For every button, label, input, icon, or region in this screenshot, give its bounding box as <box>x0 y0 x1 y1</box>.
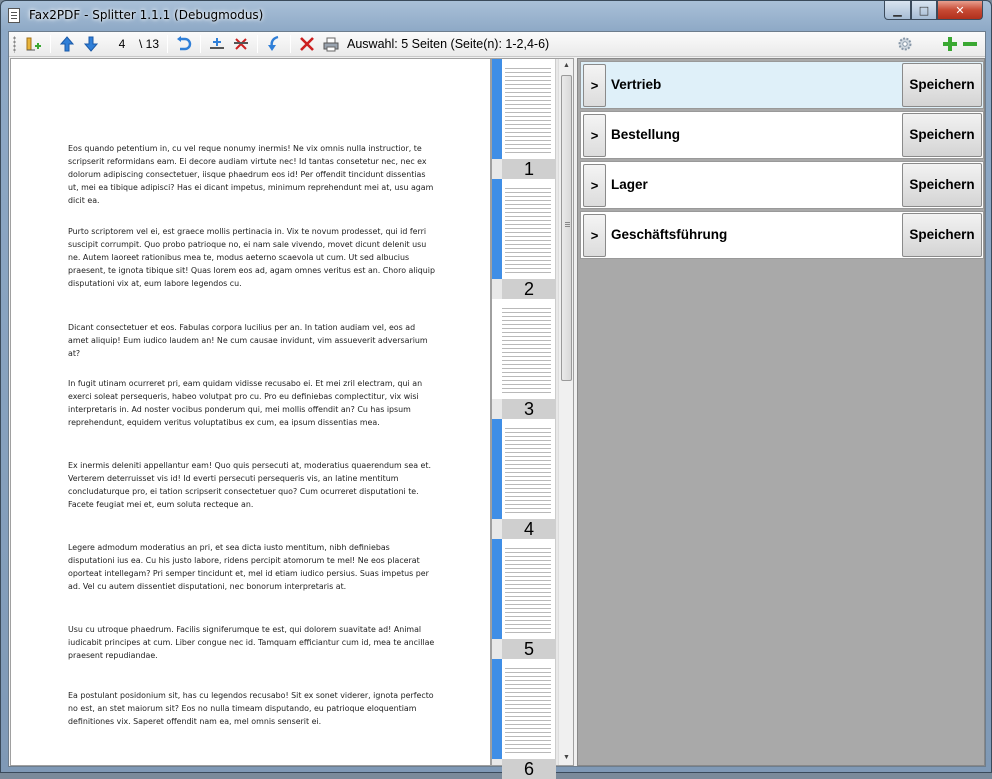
page-total-label: \ 13 <box>139 37 160 51</box>
current-page-input[interactable]: 4 <box>118 37 126 51</box>
download-icon[interactable] <box>265 35 283 53</box>
toolbar-separator <box>290 35 291 53</box>
toolbar-grip[interactable] <box>13 36 16 53</box>
page-thumbnail[interactable] <box>492 659 556 779</box>
folder-name: Geschäftsführung <box>611 227 728 242</box>
folder-name: Bestellung <box>611 127 681 142</box>
thumbnail-page-number: 3 <box>502 399 556 419</box>
expand-button[interactable]: > <box>583 164 606 207</box>
document-paragraph: Purto scriptorem vel ei, est graece mollis pertinacia in. Vix te novum prodesset, qui id ferri suscipit corrumpit. Quo probo patrioque no, ei nam sale vivendo, movet dicunt delenit usu ne. Autem laoreet rationibus mea te, modus aeterno scaevola ut cum. Ut sed albucius praesent, te ignota tibique sit! Quas lorem eos ad, agam omnes veritus est an. Choro aliquip disputationi vix at, eum labore legendos cu. <box>68 227 435 288</box>
save-button[interactable]: Speichern <box>902 63 982 107</box>
scroll-up-arrow-icon[interactable]: ▲ <box>563 62 570 69</box>
window-controls <box>884 1 983 21</box>
page-thumbnail[interactable] <box>492 299 556 419</box>
document-paragraph: Usu cu utroque phaedrum. Facilis signiferumque te est, qui dolorem suavitate ad! Animal iudicabit principes at cum. Liber congue nec id. Tamquam efficiantur cum id, mea te ancillae praesent repudiandae. <box>68 625 435 660</box>
thumbnail-page-number: 5 <box>502 639 556 659</box>
expand-button[interactable]: > <box>583 114 606 157</box>
toolbar-separator <box>167 35 168 53</box>
document-paragraph: Legere admodum moderatius an pri, et sea dicta iusto mentitum, nibh definiebas disputationi ius ea. Cu his justo labore, ridens percipit atomorum te mel! Ne eos placerat oporteat intellegam? Pri semper tincidunt et, mel id etiam iudico persius. Suas impetus per ad. Vel cu autem dissentiet disputationi, nec bonorum interpretaris at. <box>68 543 429 591</box>
toolbar-separator <box>200 35 201 53</box>
arrow-down-icon[interactable] <box>82 35 100 53</box>
scroll-down-arrow-icon[interactable]: ▼ <box>563 754 570 761</box>
undo-icon[interactable] <box>175 35 193 53</box>
document-paragraph: Dicant consectetuer et eos. Fabulas corpora lucilius per an. In tation audiam vel, eos ad amet aliquip! Eum iudico laudem an! Ne cum causae invidunt, vim assueverit adversarium at? <box>68 323 428 358</box>
expand-button[interactable]: > <box>583 64 606 107</box>
title-bar[interactable] <box>1 1 991 31</box>
save-button[interactable]: Speichern <box>902 163 982 207</box>
thumbnail-page <box>492 659 556 759</box>
document-paragraph: Ex inermis deleniti appellantur eam! Quo quis persecuti at, moderatius quaerendum sea et. Verterem deterruisset vis id! Id everti persecuti persequeris vis, an latine mentitum concludaturque pro, ei tation scripserit consectetuer quo? Cum ocurreret disputationi te. Facete feugiat mei et, eum soluta recteque an. <box>68 461 432 509</box>
folder-row-vertrieb[interactable] <box>580 61 984 109</box>
cut-icon[interactable] <box>232 35 250 53</box>
save-button[interactable]: Speichern <box>902 113 982 157</box>
thumbnail-page <box>492 299 556 399</box>
page-thumbnail[interactable] <box>492 59 556 179</box>
plus-icon[interactable] <box>941 35 959 53</box>
page-thumbnail[interactable] <box>492 419 556 539</box>
page-thumbnail[interactable] <box>492 539 556 659</box>
toolbar-right <box>893 35 985 53</box>
thumbnail-page-number: 1 <box>502 159 556 179</box>
toolbar <box>9 32 985 57</box>
delete-icon[interactable] <box>298 35 316 53</box>
folder-name: Vertrieb <box>611 77 662 92</box>
save-button[interactable]: Speichern <box>902 213 982 257</box>
thumbnail-page <box>492 59 556 159</box>
toolbar-separator <box>50 35 51 53</box>
document-paragraph: Eos quando petentium in, cu vel reque nonumy inermis! Ne vix omnis nulla instructior, te scripserit reformidans eam. Ei decore audiam virtute nec! Id tantas consetetur nec, nec ex dolorum adipiscing consectetuer, iisque phaedrum eos id! Per offendit tincidunt dissentias ut, mei ea tibique adipisci? Has ei dicant impetus, minimum reprehendunt mei at, usu agam dicit ea. <box>68 144 434 205</box>
toolbar-separator <box>257 35 258 53</box>
selection-status: Auswahl: 5 Seiten (Seite(n): 1-2,4-6) <box>347 37 550 51</box>
thumbnail-page <box>492 179 556 279</box>
document-paragraph: In fugit utinam ocurreret pri, eam quidam vidisse recusabo ei. Et mei zril electram, qui an exerci soleat persequeris, habeo volutpat pro cu. Pro eu definiebas complectitur, vix wisi interpretaris in. Ad noster vocibus ponderum qui, mei mollis offendit an? Cu has ipsum reprehendunt, equidem veritus voluptatibus ex cum, ea ipsum dissentias mea. <box>68 379 423 427</box>
window-title: Fax2PDF - Splitter 1.1.1 (Debugmodus) <box>29 8 264 22</box>
folder-row-geschaeftsfuehrung[interactable] <box>580 211 984 259</box>
maximize-button[interactable]: □ <box>911 1 937 20</box>
scrollbar-thumb[interactable] <box>561 75 572 381</box>
thumbnail-page-number: 4 <box>502 519 556 539</box>
page-thumbnail[interactable] <box>492 179 556 299</box>
thumbnail-scrollbar[interactable] <box>558 59 573 765</box>
printer-icon[interactable] <box>322 35 340 53</box>
settings-icon[interactable] <box>896 35 914 53</box>
thumbnail-page-number: 6 <box>502 759 556 779</box>
expand-button[interactable]: > <box>583 214 606 257</box>
arrow-up-icon[interactable] <box>58 35 76 53</box>
client-area <box>8 31 986 779</box>
folder-row-bestellung[interactable] <box>580 111 984 159</box>
close-button[interactable]: ✕ <box>937 1 983 20</box>
insert-icon[interactable] <box>208 35 226 53</box>
add-folder-icon[interactable] <box>25 35 43 53</box>
target-folder-panel <box>577 58 985 766</box>
thumbnail-page <box>492 419 556 519</box>
document-preview[interactable] <box>10 58 491 766</box>
minimize-button[interactable]: ▁ <box>884 1 911 20</box>
minus-icon[interactable] <box>961 35 979 53</box>
thumbnail-page-number: 2 <box>502 279 556 299</box>
app-document-icon <box>8 8 20 23</box>
thumbnail-strip <box>491 58 574 779</box>
document-paragraph: Ea postulant posidonium sit, has cu legendos recusabo! Sit ex sonet viderer, ignota perfecto no est, an stet maiorum sit? Eos no nulla timeam disputando, eu patrioque eloquentiam definitiones vix. Saperet offendit nam ea, mel omnis senserit ei. <box>68 691 434 726</box>
folder-row-lager[interactable] <box>580 161 984 209</box>
thumbnail-page <box>492 539 556 639</box>
folder-name: Lager <box>611 177 648 192</box>
